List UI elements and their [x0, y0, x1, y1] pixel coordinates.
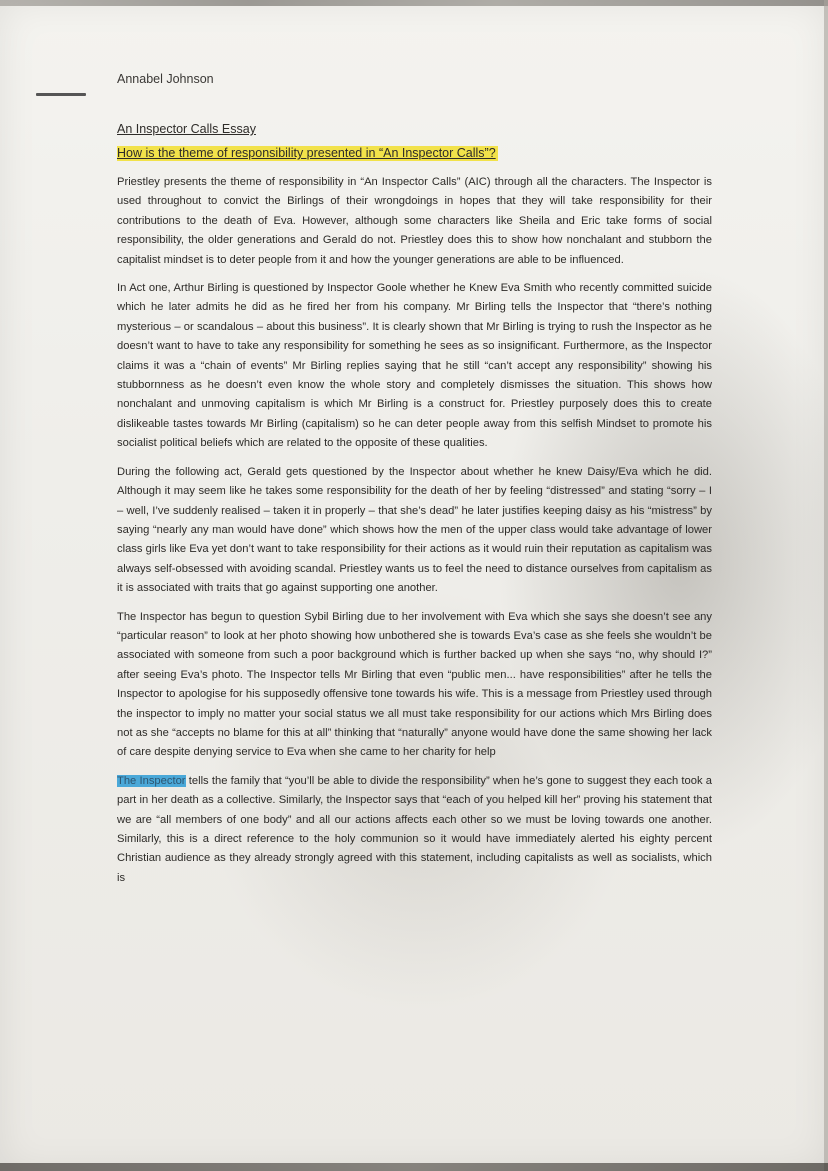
paragraph-intro: Priestley presents the theme of responsibility in “An Inspector Calls” (AIC) through all the characters. The Inspector is used throughout to convict the Birlings of their wrongdoings in hopes that they will take responsibility for their contributions to the death of Eva. However, although some characters like Sheila and Eric take forms of social responsibility, the older generations and Gerald do not. Priestley does this to show how nonchalant and stubborn the capitalist mindset is to deter people from it and how the younger generations are able to be influenced.	[117, 176, 712, 266]
author-name: Annabel Johnson	[117, 72, 214, 86]
essay-question: How is the theme of responsibility presented in “An Inspector Calls”?	[117, 146, 496, 160]
paragraph-act-one: In Act one, Arthur Birling is questioned by Inspector Goole whether he Knew Eva Smith who recently committed suicide which he later admits he did as he fired her from his company. Mr Birling tells the Inspector that “there’s nothing mysterious – or scandalous – about this business”. It is clearly shown that Mr Birling is trying to rush the Inspector as he doesn’t want to have to take any responsibility for something he sees as so insignificant. Furthermore, as the Inspector claims it was a “chain of events” Mr Birling replies saying that he still “can’t accept any responsibility” showing his stubbornness as he doesn’t even know the whole story and completely dismisses the situation. This shows how nonchalant and unmoving capitalism is which Mr Birling is a construct for. Priestley purposely does this to create dislikeable tastes towards Mr Birling (capitalism) so he can deter people away from this selfish Mindset to promote his socialist political beliefs which are related to the opposite of these qualities.	[117, 282, 712, 450]
essay-content	[117, 72, 712, 897]
essay-title: An Inspector Calls Essay	[117, 122, 256, 136]
paragraph-text: tells the family that “you’ll be able to divide the responsibility” when he’s gone to suggest they each took a part in her death as a collective. Similarly, the Inspector says that “each of you helped kill her” proving his statement that we are “all members of one body” and all our actions affects each other so we must be loving towards one another. Similarly, this is a direct reference to the holy communion so it would have immediately alerted his eighty percent Christian audience as they already strongly agreed with this statement, including capitalists as well as socialists, which is	[117, 774, 712, 884]
page-top-edge	[0, 0, 828, 6]
page-right-edge	[824, 0, 828, 1171]
paragraph-gerald: During the following act, Gerald gets questioned by the Inspector about whether he knew Daisy/Eva which he did. Although it may seem like he takes some responsibility for the death of her by feeling “distressed” and stating “sorry – I – well, I’ve suddenly realised – taken it in properly – that she’s dead” he later justifies keeping daisy as his “mistress” by saying “nearly any man would have done” which shows how the men of the upper class would take advantage of lower class girls like Eva yet don’t want to take responsibility for their actions as it would ruin their reputation as capitalism was always self-obsessed with avoiding scandal. Priestley wants us to feel the need to distance ourselves from capitalism as it is associated with traits that go against supporting one another.	[117, 465, 712, 595]
highlighted-phrase: The Inspector	[117, 774, 186, 787]
paragraph-divide-responsibility	[117, 772, 712, 888]
paragraph-sybil: The Inspector has begun to question Sybil Birling due to her involvement with Eva which she says she doesn’t see any “particular reason” to look at her photo showing how unbothered she is towards Eva’s case as she feels she wouldn’t be associated with someone from such a poor background which is further backed up when she says “no, why should I?” after seeing Eva’s photo. The Inspector tells Mr Birling that even “public men... have responsibilities” after he tells the Inspector to apologise for his supposedly offensive tone towards his wife. This is a message from Priestley used through the inspector to imply no matter your social status we all must take responsibility for our actions which Mrs Birling does not as she “accepts no blame for this at all” thinking that “naturally” anyone would have done the same showing her lack of care despite denying service to Eva when she came to her charity for help	[117, 610, 712, 759]
page-bottom-edge	[0, 1163, 828, 1171]
margin-dash-mark	[36, 93, 86, 96]
